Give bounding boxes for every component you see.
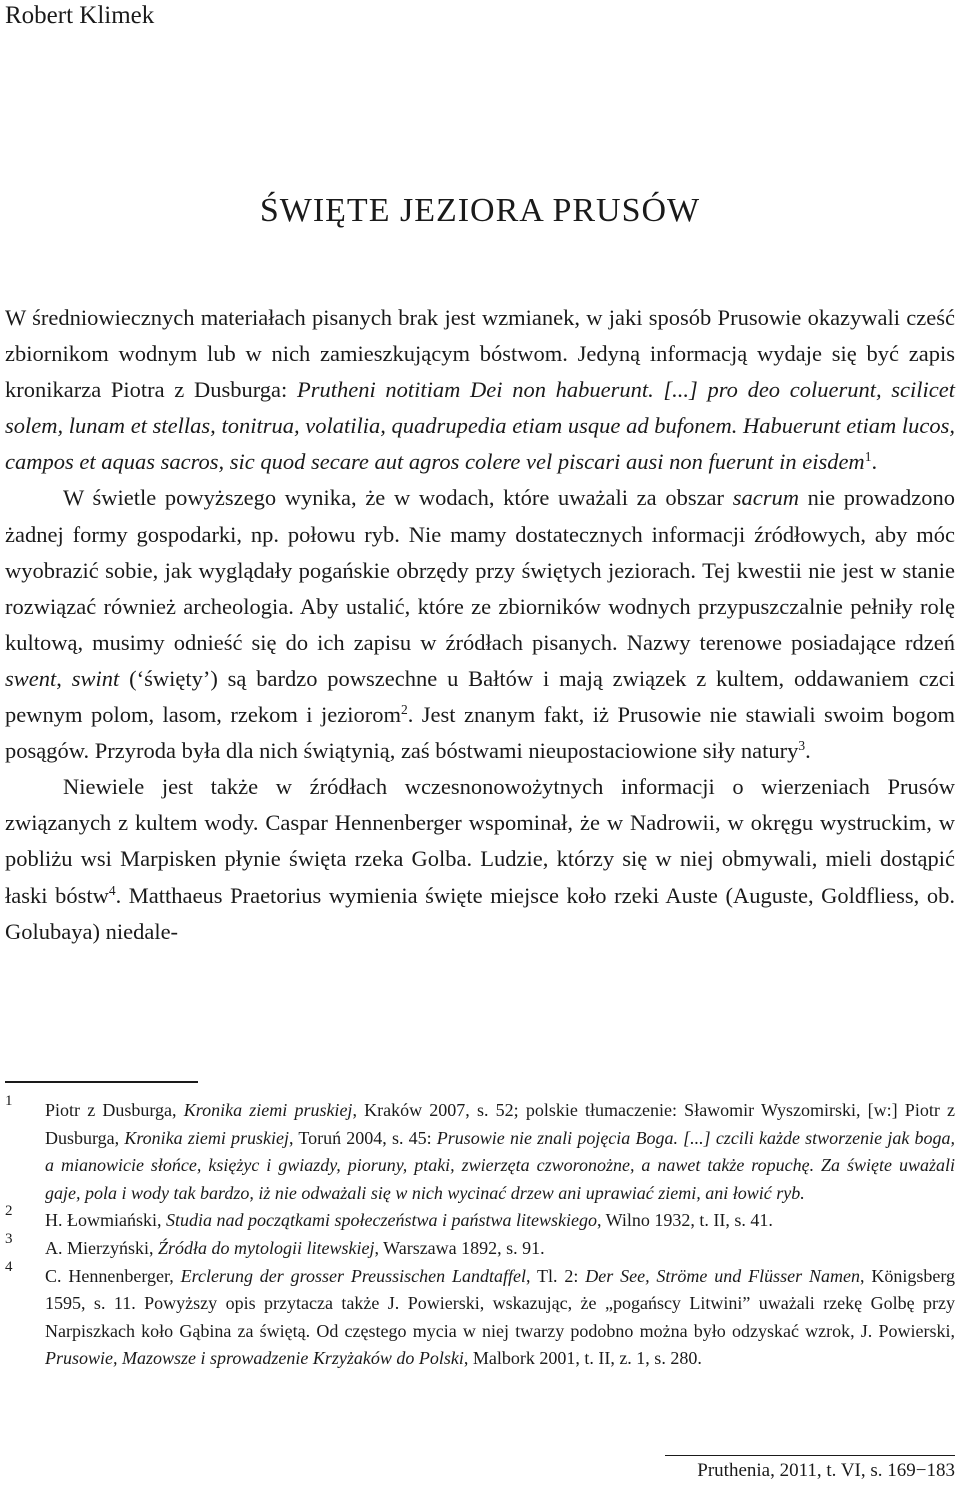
footnote-ref-1[interactable]: 1 — [864, 449, 872, 465]
article-body — [5, 300, 955, 950]
term-sacrum: sacrum — [732, 485, 799, 511]
footnote-number: 4 — [5, 1258, 13, 1275]
footer-rule — [665, 1455, 955, 1456]
paragraph-1: W średniowiecznych materiałach pisanych brak jest wzmianek, w jaki sposób Prusowie okazywali cześć zbiornikom wodnym lub w nich zamieszkującym bóstwom. Jedyną informacją wydaje się być zapis kronikarza Piotra z Dusburga: Prutheni notitiam Dei non habuerunt. [...] pro deo coluerunt, scilicet solem, lunam et stellas, tonitrua, volatilia, quadrupedia etiam usque ad bufonem. Habuerunt etiam lucos, campos et aquas sacros, sic quod secare aut agros colere vel piscari ausi non fuerunt in eisdem$^1$. — [5, 305, 955, 475]
footnote-separator — [5, 1081, 198, 1083]
footnote-3: 3 A. Mierzyński, Źródła do mytologii litewskiej, Warszawa 1892, s. 91. — [5, 1235, 955, 1263]
journal-citation: Pruthenia, 2011, t. VI, s. 169−183 — [697, 1460, 955, 1481]
footnotes — [5, 1093, 956, 1373]
term-swent: swent — [5, 665, 57, 691]
footnote-4: 4 C. Hennenberger, Erclerung der grosser Preussischen Landtaffel, Tl. 2: Der See, Ströme und Flüsser Namen, Königsberg 1595, s. 11. Powyższy opis przytacza także J. Powierski, wskazując, że „pogańscy Litwini” uważali rzekę Golbę przy Narpiszkach koło Gąbina za świętą. Od częstego mycia w niej twarzy podobno można było odzyskać wzrok, J. Powierski, Prusowie, Mazowsze i sprowadzenie Krzyżaków do Polski, Malbork 2001, t. II, z. 1, s. 280. — [5, 1263, 955, 1373]
footnote-ref-2[interactable]: 2 — [400, 701, 408, 717]
footnote-number: 3 — [5, 1230, 13, 1247]
footnote-2: 2 H. Łowmiański, Studia nad początkami społeczeństwa i państwa litewskiego, Wilno 1932, t. II, s. 41. — [5, 1207, 955, 1235]
footnote-number: 2 — [5, 1203, 13, 1220]
running-header-author: Robert Klimek — [5, 2, 155, 29]
article-title: ŚWIĘTE JEZIORA PRUSÓW — [259, 192, 701, 229]
footnote-ref-4[interactable]: 4 — [108, 882, 116, 898]
latin-quote: Prutheni notitiam Dei non habuerunt. [...] pro deo coluerunt, scilicet solem, lunam et stellas, tonitrua, volatilia, quadrupedia etiam usque ad bufonem. Habuerunt etiam lucos, campos et aquas sacros, sic quod secare aut agros colere vel piscari ausi non fuerunt in eisdem — [5, 377, 955, 475]
footnote-number: 1 — [5, 1093, 13, 1109]
term-swint: swint — [71, 665, 120, 691]
paragraph-3: Niewiele jest także w źródłach wczesnonowożytnych informacji o wierzeniach Prusów związanych z kultem wody. Caspar Hennenberger wspominał, że w Nadrowii, w okręgu wystruckim, w pobliżu wsi Marpisken płynie święta rzeka Golba. Ludzie, którzy się w niej obmywali, mieli dostąpić łaski bóstw$^4$. Matthaeus Praetorius wymienia święte miejsce koło rzeki Auste (Auguste, Goldfliess, ob. Golubaya) niedale- — [5, 774, 955, 944]
paragraph-2: W świetle powyższego wynika, że w wodach, które uważali za obszar sacrum nie prowadzono żadnej formy gospodarki, np. połowu ryb. Nie mamy dostatecznych informacji źródłowych, aby móc wyobrazić sobie, jak wyglądały pogańskie obrzędy przy świętych jeziorach. Tej kwestii nie jest w stanie rozwiązać również archeologia. Aby ustalić, które ze zbiorników wodnych przypuszczalnie pełniły rolę kultową, musimy odnieść się do ich zapisu w źródłach pisanych. Nazwy terenowe posiadające rdzeń swent, swint (‘święty’) są bardzo powszechne u Bałtów i mają związek z kultem, oddawaniem czci pewnym polom, lasom, rzekom i jeziorom$^2$. Jest znanym fakt, iż Prusowie nie stawiali swoim bogom posągów. Przyroda była dla nich świątynią, zaś bóstwami nieupostaciowione siły natury$^3$. — [5, 485, 956, 764]
footnote-1: 1 Piotr z Dusburga, Kronika ziemi pruskiej, Kraków 2007, s. 52; polskie tłumaczenie: Sławomir Wyszomirski, [w:] Piotr z Dusburga, Kronika ziemi pruskiej, Toruń 2004, s. 45: Prusowie nie znali pojęcia Boga. [...] czcili każde stworzenie jak boga, a mianowicie słońce, księżyc i gwiazdy, pioruny, ptaki, zwierzęta czworonożne, a nawet także ropuchę. Za święte uważali gaje, pola i wody tak bardzo, iż nie odważali się w nich wycinać drzew ani uprawiać ziemi, ani łowić ryb. — [5, 1097, 955, 1207]
footnote-ref-3[interactable]: 3 — [798, 738, 806, 754]
